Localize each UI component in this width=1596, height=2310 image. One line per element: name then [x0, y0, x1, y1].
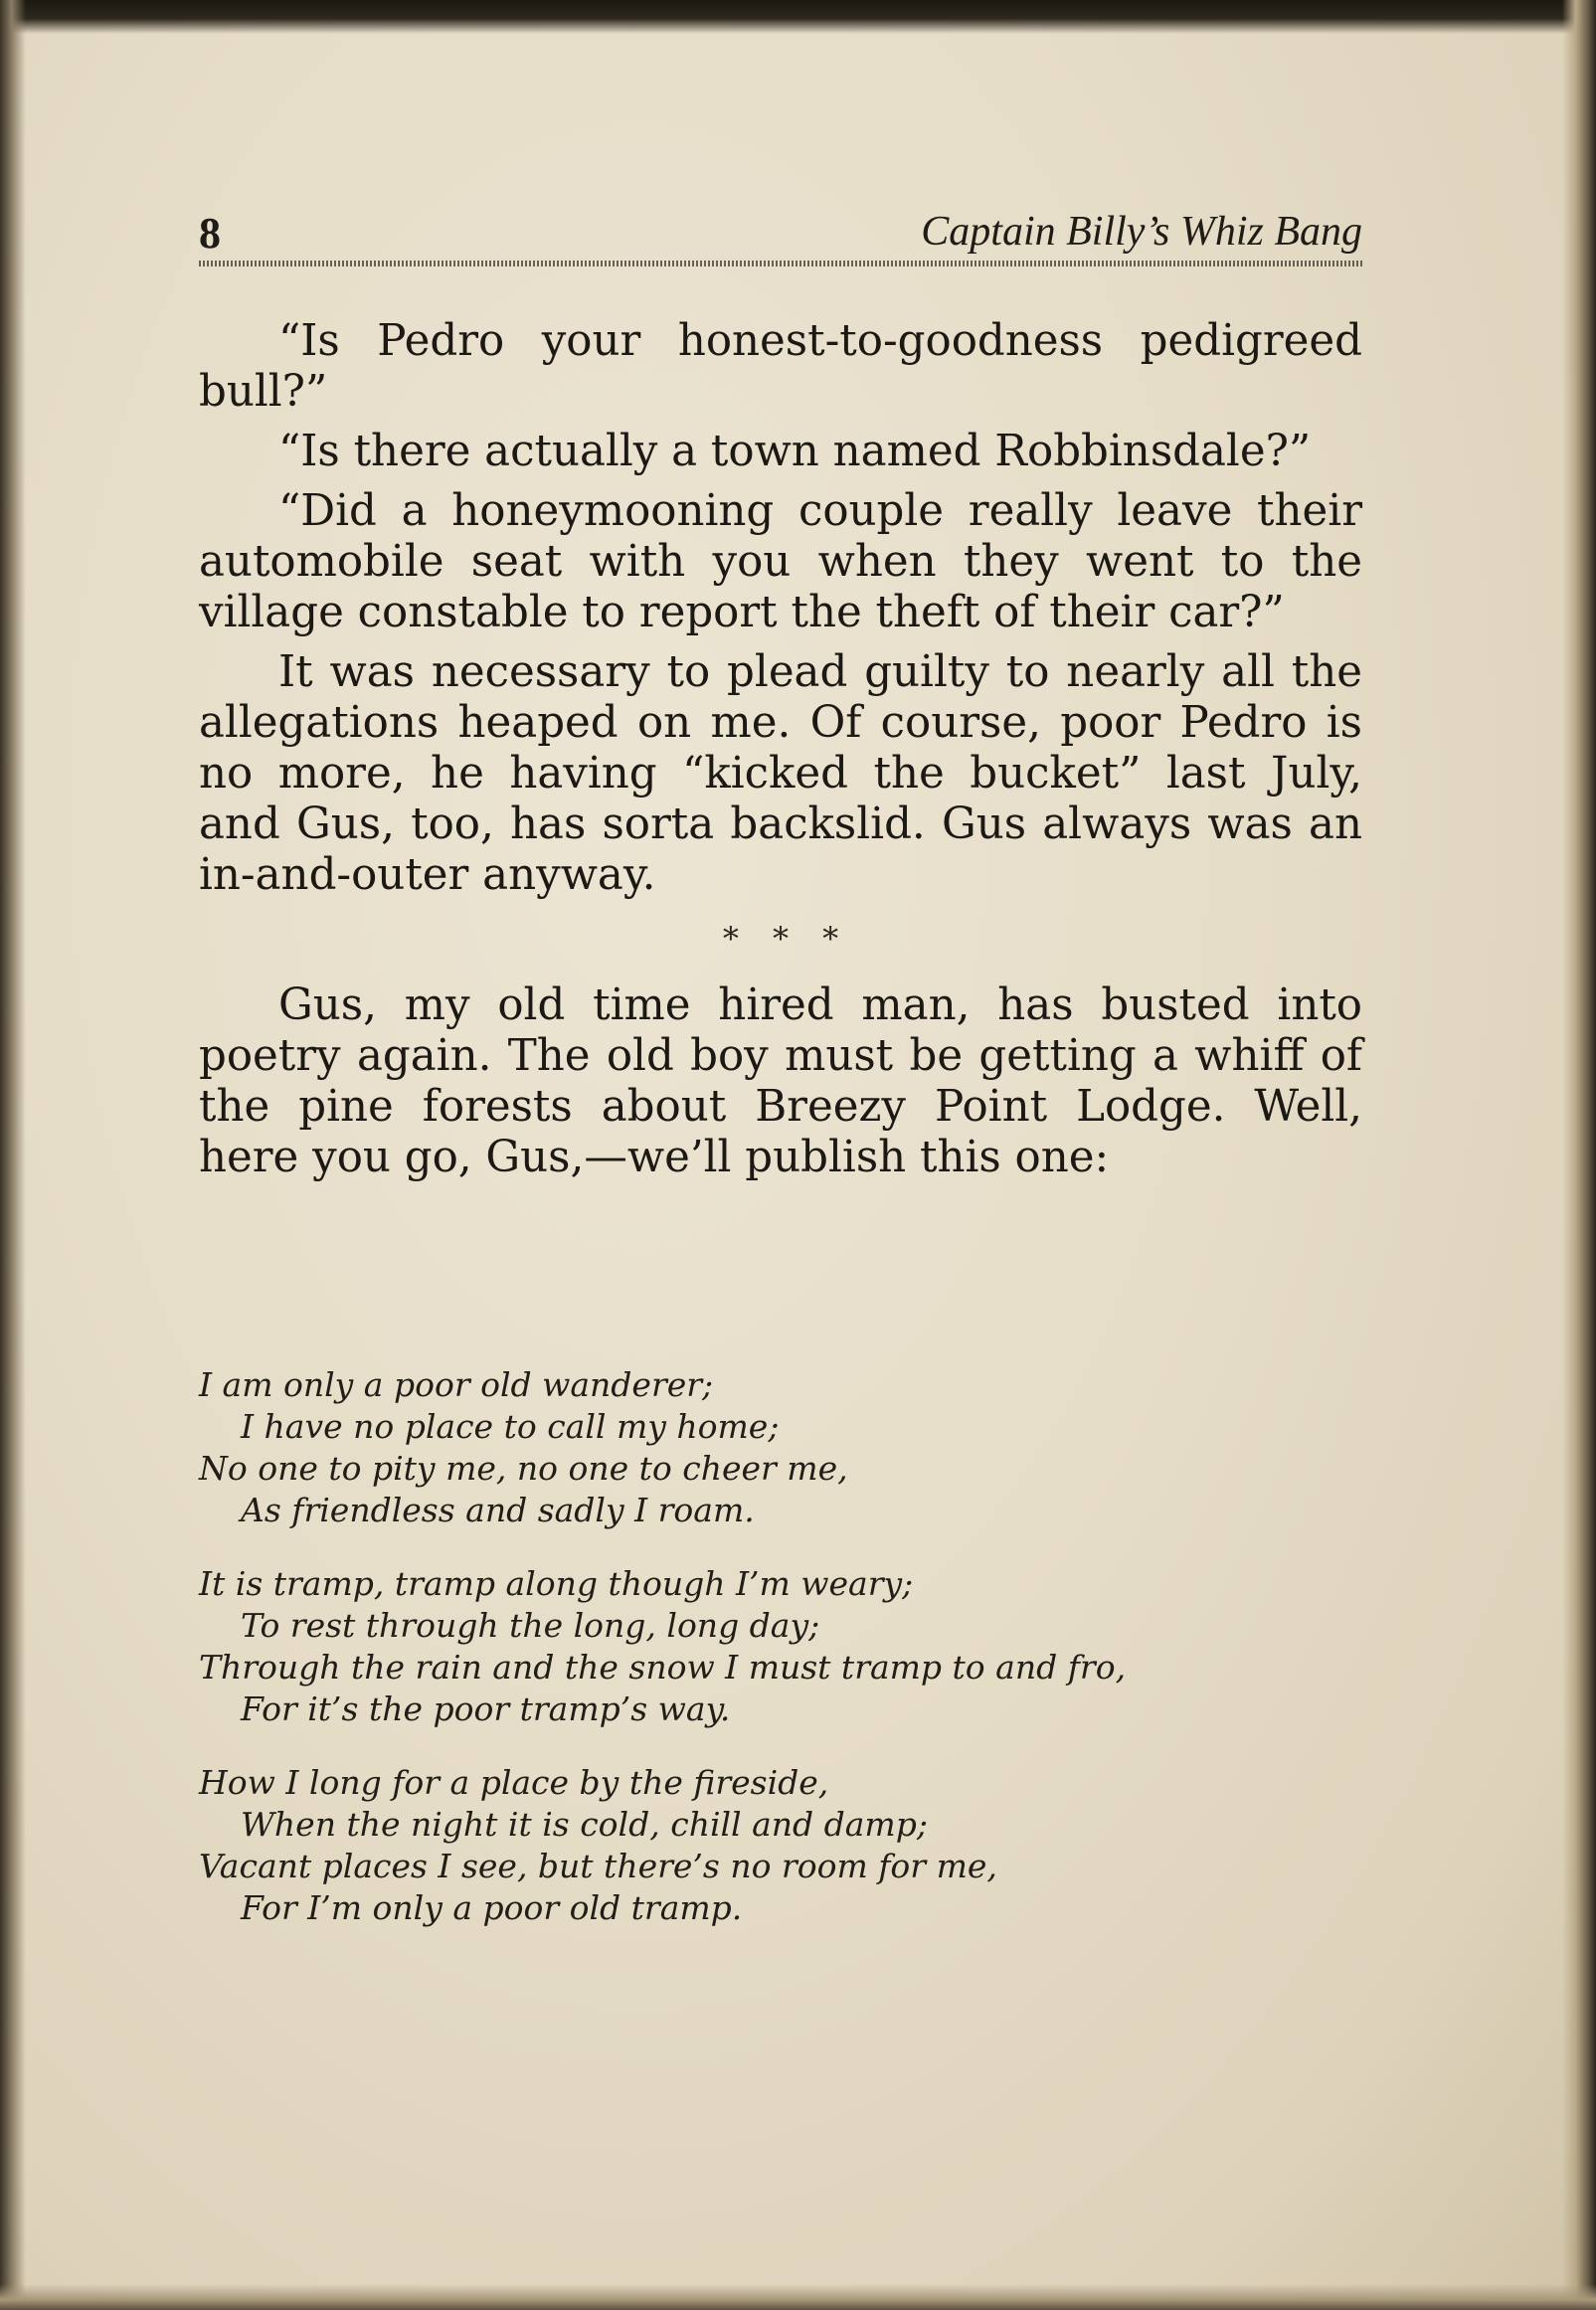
paragraph: “Did a honeymooning couple really leave their automobile seat with you when they went to the village constable to report the theft of their car?”	[199, 486, 1362, 637]
paragraph: “Is there actually a town named Robbinsdale?”	[278, 427, 1312, 476]
poem-line: When the night it is cold, chill and damp;	[241, 1805, 928, 1844]
page-number: 8	[199, 209, 221, 258]
poem-line: It is tramp, tramp along though I’m weary;	[199, 1564, 914, 1603]
page-edge-bottom	[0, 2284, 1596, 2310]
running-head	[199, 204, 1362, 260]
page-edge-right	[1562, 0, 1596, 2310]
poem-line: I have no place to call my home;	[241, 1407, 780, 1446]
left-shadow	[0, 0, 26, 2310]
poem-line: For it’s the poor tramp’s way.	[241, 1689, 731, 1728]
poem	[199, 1364, 1392, 1961]
poem-line: How I long for a place by the fireside,	[199, 1763, 829, 1802]
paragraph: It was necessary to plead guilty to nearly all the allegations heaped on me. Of course, poor Pedro is no more, he having “kicked the bucket” last July, and Gus, too, has sorta backslid. Gus always was an in-and-outer anyway.	[199, 647, 1362, 900]
intro-paragraph: Gus, my old time hired man, has busted into poetry again. The old boy must be getting a whiff of the pine forests about Breezy Point Lodge. Well, here you go, Gus,—we’ll publish this one:	[199, 980, 1362, 1182]
header-rule	[199, 261, 1362, 267]
poem-line: Vacant places I see, but there’s no room for me,	[199, 1847, 997, 1885]
poem-stanza	[199, 1563, 1392, 1730]
poem-line: For I’m only a poor old tramp.	[241, 1888, 743, 1927]
article-body	[199, 316, 1362, 1192]
poem-line: Through the rain and the snow I must tramp to and fro,	[199, 1648, 1127, 1687]
poem-line: No one to pity me, no one to cheer me,	[199, 1449, 848, 1488]
paragraph: “Is Pedro your honest-to-goodness pedigreed bull?”	[199, 316, 1362, 417]
poem-line: As friendless and sadly I roam.	[241, 1491, 755, 1529]
poem-line: To rest through the long, long day;	[241, 1606, 820, 1645]
poem-stanza	[199, 1364, 1392, 1531]
section-separator: * * *	[722, 920, 839, 958]
poem-line: I am only a poor old wanderer;	[199, 1365, 714, 1404]
poem-stanza	[199, 1762, 1392, 1929]
magazine-title: Captain Billy’s Whiz Bang	[921, 209, 1362, 255]
top-shadow	[0, 0, 1596, 34]
